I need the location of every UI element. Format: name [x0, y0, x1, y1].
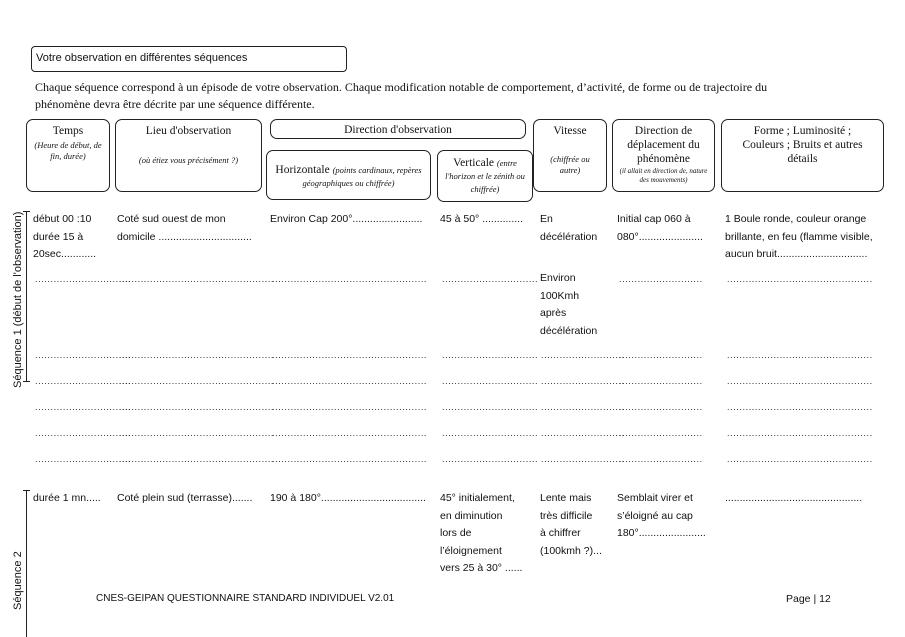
- header-lieu-title: Lieu d'observation: [145, 125, 232, 137]
- seq1-temps-line: durée 15 à: [33, 230, 84, 243]
- header-horizontale-title: Horizontale: [275, 164, 330, 176]
- seq2-verticale-line: l’éloignement: [440, 544, 502, 557]
- seq2-temps: durée 1 mn.....: [33, 492, 101, 504]
- dots-verticale: ...............................: [442, 454, 539, 464]
- seq1-temps: [33, 211, 96, 264]
- dots-deplacement: ...........................: [619, 428, 703, 438]
- intro-text: [35, 79, 767, 113]
- dots-vitesse: ...........................: [541, 402, 625, 412]
- seq2-vitesse-line: Lente mais: [540, 492, 592, 504]
- dots-verticale: ...............................: [442, 402, 539, 412]
- header-horizontale-sub: (points cardinaux, repères géographiques ou chiffrée): [302, 165, 422, 188]
- header-direction: [270, 119, 526, 139]
- seq2-deplacement-line: 180°.......................: [617, 527, 706, 539]
- dots-forme: ...............................................: [727, 376, 873, 386]
- dots-deplacement: ...........................: [619, 350, 703, 360]
- intro-line-1: Chaque séquence correspond à un épisode de votre observation. Chaque modification notable de comportement, d’activité, de forme ou de trajectoire du: [35, 80, 768, 94]
- seq1-forme-line: brillante, en feu (flamme visible,: [725, 230, 873, 243]
- seq2-forme: ...............................................: [725, 492, 863, 504]
- header-vitesse-sub: (chiffrée ou autre): [550, 154, 590, 175]
- dots-deplacement: ...........................: [619, 402, 703, 412]
- dots-temps: ...............................: [35, 350, 132, 360]
- dots-verticale: ...............................: [442, 350, 539, 360]
- dots-vitesse: ...........................: [541, 454, 625, 464]
- seq1-verticale: 45 à 50° ..............: [440, 213, 523, 225]
- seq1-bracket-top: [23, 211, 30, 212]
- seq1-forme: [725, 211, 873, 264]
- dots-forme: ...............................................: [727, 428, 873, 438]
- seq1-deplacement-line: Initial cap 060 à: [617, 213, 691, 225]
- seq2-verticale-line: vers 25 à 30° ......: [440, 562, 523, 574]
- seq1-vitesse-line: après: [540, 307, 567, 319]
- seq2-verticale-line: 45° initialement,: [440, 492, 515, 504]
- dot-row: [0, 454, 905, 464]
- dots-temps: ...............................: [35, 402, 132, 412]
- seq1-deplacement: [617, 211, 703, 246]
- seq1-label: Séquence 1 (début de l'observation): [12, 211, 24, 388]
- dots-lieu: ..................................................: [119, 454, 275, 464]
- seq2-vitesse: [540, 490, 602, 560]
- seq2-verticale: [440, 490, 522, 578]
- header-deplacement-title: Direction de déplacement du phénomène: [627, 125, 700, 165]
- seq2-lieu: Coté plein sud (terrasse).......: [117, 492, 253, 504]
- seq1-vitesse-line: décélération: [540, 324, 598, 337]
- dot-row: [0, 376, 905, 386]
- seq1-lieu-line: Coté sud ouest de mon: [117, 213, 226, 225]
- seq2-vitesse-line: très difficile: [540, 509, 593, 522]
- dots-forme: ...............................................: [727, 454, 873, 464]
- header-direction-title: Direction d'observation: [344, 124, 452, 136]
- seq1-vitesse-line: décélération: [540, 230, 598, 243]
- dots-horizontale: ..................................................: [272, 428, 428, 438]
- header-verticale-sub: (entre l'horizon et le zénith ou chiffrée): [445, 158, 525, 194]
- header-horizontale: [266, 150, 431, 200]
- dots-lieu: ..................................................: [119, 376, 275, 386]
- dots-deplacement: ...........................: [619, 454, 703, 464]
- seq2-deplacement: [617, 490, 706, 543]
- header-vitesse-title: Vitesse: [553, 125, 587, 137]
- dots-verticale: ...............................: [442, 376, 539, 386]
- header-verticale: [437, 150, 533, 202]
- section-title-box: [31, 46, 347, 72]
- seq1-vitesse-a: [540, 211, 597, 246]
- header-deplacement: [612, 119, 715, 192]
- seq1-deplacement-line: 080°......................: [617, 230, 703, 243]
- dots-temps: ...............................: [35, 274, 132, 284]
- seq1-vitesse-line: Environ: [540, 272, 576, 284]
- seq2-deplacement-line: s’éloigné au cap: [617, 509, 693, 522]
- dot-row: [0, 350, 905, 360]
- dots-horizontale: ..................................................: [272, 454, 428, 464]
- dots-lieu: ..................................................: [119, 350, 275, 360]
- dot-row: [0, 428, 905, 438]
- dots-horizontale: ..................................................: [272, 402, 428, 412]
- section-title: Votre observation en différentes séquences: [36, 52, 248, 64]
- dots-vitesse: ...........................: [541, 428, 625, 438]
- header-temps: [26, 119, 110, 192]
- seq2-vitesse-line: (100kmh ?)...: [540, 544, 602, 557]
- seq2-horizontale: 190 à 180°....................................: [270, 492, 426, 504]
- header-forme: [721, 119, 884, 192]
- dots-horizontale: ..................................................: [272, 376, 428, 386]
- seq2-bracket: [26, 490, 27, 637]
- header-temps-title: Temps: [52, 125, 84, 137]
- dots-forme: ...............................................: [727, 274, 873, 284]
- seq2-verticale-line: en diminution: [440, 509, 503, 522]
- dots-verticale: ...............................: [442, 428, 539, 438]
- seq1-temps-line: début 00 :10: [33, 213, 92, 225]
- seq2-label: Séquence 2: [12, 551, 24, 610]
- header-lieu: [115, 119, 262, 192]
- seq1-forme-line: aucun bruit...............................: [725, 248, 868, 260]
- footer-left: CNES-GEIPAN QUESTIONNAIRE STANDARD INDIVIDUEL V2.01: [96, 593, 395, 604]
- seq1-lieu: [117, 211, 252, 246]
- dots-vitesse: ...........................: [541, 350, 625, 360]
- header-deplacement-sub: (il allait en direction de, nature des mouvements): [619, 167, 708, 184]
- seq1-temps-line: 20sec............: [33, 248, 97, 260]
- dots-lieu: ..................................................: [119, 274, 275, 284]
- dots-horizontale: ..................................................: [272, 350, 428, 360]
- intro-line-2: phénomène devra être décrite par une séquence différente.: [35, 97, 315, 111]
- seq1-vitesse-line: 100Kmh: [540, 289, 580, 302]
- dots-deplacement: ...........................: [619, 376, 703, 386]
- header-temps-sub: (Heure de début, de fin, durée): [34, 140, 102, 161]
- dot-row: [0, 402, 905, 412]
- dots-forme: ...............................................: [727, 350, 873, 360]
- dots-forme: ...............................................: [727, 402, 873, 412]
- seq1-lieu-line: domicile ................................: [117, 230, 252, 243]
- header-lieu-sub: (où étiez vous précisément ?): [138, 155, 239, 165]
- footer-page-number: Page | 12: [786, 593, 831, 605]
- seq1-vitesse-line: En: [540, 213, 553, 225]
- dots-temps: ...............................: [35, 428, 132, 438]
- header-forme-title: Forme ; Luminosité ; Couleurs ; Bruits et autres détails: [742, 125, 863, 165]
- dots-vitesse: ...........................: [541, 376, 625, 386]
- dots-deplacement: ...........................: [619, 274, 703, 284]
- dots-lieu: ..................................................: [119, 402, 275, 412]
- header-vitesse: [533, 119, 607, 192]
- seq2-bracket-top: [23, 490, 30, 491]
- seq1-horizontale: Environ Cap 200°........................: [270, 213, 423, 225]
- seq2-deplacement-line: Semblait virer et: [617, 492, 693, 504]
- dots-temps: ...............................: [35, 376, 132, 386]
- seq2-verticale-line: lors de: [440, 527, 472, 539]
- seq2-vitesse-line: à chiffrer: [540, 527, 581, 539]
- dots-verticale: ...............................: [442, 274, 539, 284]
- dots-horizontale: ..................................................: [272, 274, 428, 284]
- header-verticale-title: Verticale: [453, 157, 494, 169]
- dot-row: [0, 274, 905, 284]
- dots-lieu: ..................................................: [119, 428, 275, 438]
- dots-temps: ...............................: [35, 454, 132, 464]
- seq1-forme-line: 1 Boule ronde, couleur orange: [725, 213, 867, 225]
